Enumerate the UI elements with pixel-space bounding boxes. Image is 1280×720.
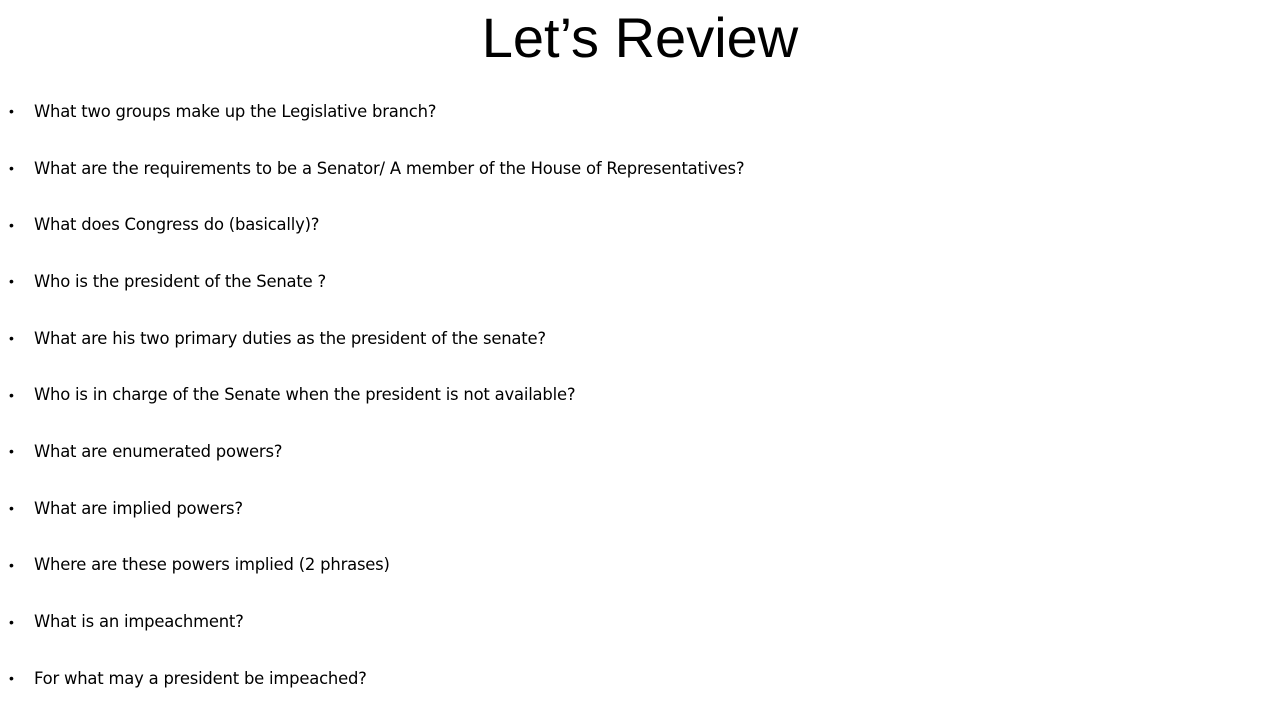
list-item: [0, 253, 1280, 310]
bullet-text: What are enumerated powers?: [34, 441, 283, 461]
list-item: [0, 83, 1280, 140]
bullet-icon: •: [9, 613, 14, 630]
list-item: [0, 650, 1280, 707]
bullet-text: What does Congress do (basically)?: [34, 215, 320, 235]
bullet-text: What are the requirements to be a Senator/ A member of the House of Representatives?: [34, 158, 745, 178]
list-item: [0, 480, 1280, 537]
bullet-icon: •: [9, 330, 14, 347]
bullet-icon: •: [9, 443, 14, 460]
list-item: [0, 593, 1280, 650]
bullet-text: For what may a president be impeached?: [34, 668, 367, 688]
list-item: [0, 366, 1280, 423]
bullet-list: [0, 83, 1280, 707]
list-item: [0, 310, 1280, 367]
bullet-icon: •: [9, 500, 14, 517]
list-item: [0, 537, 1280, 594]
bullet-icon: •: [9, 160, 14, 177]
bullet-text: Where are these powers implied (2 phrases): [34, 555, 390, 575]
slide-title: Let’s Review: [481, 6, 799, 69]
bullet-text: What two groups make up the Legislative branch?: [34, 101, 437, 121]
bullet-text: Who is the president of the Senate ?: [34, 271, 326, 291]
bullet-icon: •: [9, 670, 14, 687]
bullet-icon: •: [9, 216, 14, 233]
bullet-icon: •: [9, 273, 14, 290]
list-item: [0, 423, 1280, 480]
list-item: [0, 196, 1280, 253]
bullet-icon: •: [9, 386, 14, 403]
bullet-text: What are implied powers?: [34, 498, 243, 518]
bullet-text: What are his two primary duties as the president of the senate?: [34, 328, 546, 348]
list-item: [0, 140, 1280, 197]
bullet-text: Who is in charge of the Senate when the president is not available?: [34, 385, 576, 405]
bullet-text: What is an impeachment?: [34, 612, 244, 632]
bullet-icon: •: [9, 103, 14, 120]
bullet-icon: •: [9, 556, 14, 573]
